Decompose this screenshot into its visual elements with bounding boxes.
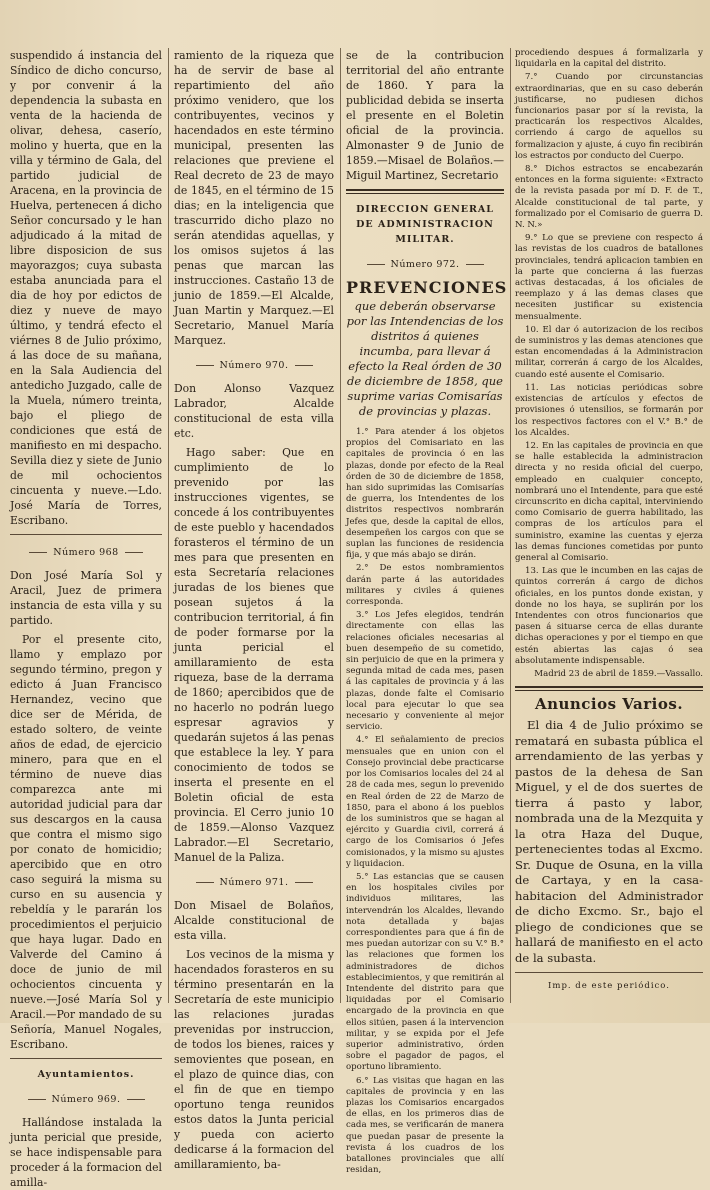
notice-body: Hago saber: Que en cumplimiento de lo prevenido por las instrucciones vigentes, se concede á los contribuyentes de este pueblo y hacendados forasteros el término de un mes para que presenten en esta Secretaría relaciones juradas de los bienes que posean sujetos á la contribucion territorial, á fin de poder formarse por la junta pericial el amillaramiento de esta riqueza, base de la derrama de 1860; apercibidos que de no hacerlo no podrán luego espresar agravios y quedarán sujetos á las penas que establece la ley. Y para conocimiento de todos se inserta el presente en el Boletin oficial de esta provincia. El Cerro junio 10 de 1859.—Alonso Vazquez Labrador.—El Secretario, Manuel de la Paliza.	[174, 446, 334, 864]
regulation-item: 10. El dar ó autorizacion de los recibos de suministros y las demas atenciones que estan encomendadas á la Administracion militar, correrán á cargo de los Alcaldes, cuando esté ausente el Comisario.	[515, 324, 703, 380]
notice-heading: Don Alonso Vazquez Labrador, Alcalde constitucional de esta villa etc.	[174, 382, 334, 440]
regulation-item: 4.° El señalamiento de precios mensuales que en union con el Consejo provincial debe practicarse por los Comisarios locales del 24 al 28 de cada mes, segun lo prevenido en Real órden de 22 de Marzo de 1850, para el abono á los pueblos de los suministros que se hagan al ejército y Guardia civil, correrá á cargo de los Comisarios ó Jefes comisionados, y la mismo su ajustes y liquidacion.	[346, 735, 504, 869]
regulation-item: 13. Las que le incumben en las cajas de quintos correrán á cargo de dichos oficiales, en los puntos donde existan, y donde no los haya, se suplirán por los Intendentes con otros funcionarios que pasen á situarse cerca de ellas durante dichas operaciones y por el tiempo en que estén abiertas las cajas ó sea absolutamente indispensable.	[515, 566, 703, 666]
ad-text: El dia 4 de Julio próximo se rematará en subasta pública el arrendamiento de las yerbas y pastos de la dehesa de San Miguel, y el de dos suertes de tierra á pasto y labor, nombrada una de la Mezquita y la otra Haza del Duque, pertenecientes todas al Excmo. Sr. Duque de Osuna, en la villa de Cartaya, y en la casa-habitacion del Administrador de dicho Excmo. Sr., bajo el pliego de condiciones que se hallará de manifiesto en el acto de la subasta.	[515, 718, 703, 965]
double-rule	[346, 189, 504, 194]
document-subtitle: que deberán observarse por las Intendencias de los distritos á quienes incumba, para llevar á efecto la Real órden de 30 de diciembre de 1858, que suprime varias Comisarías de provincias y plazas.	[346, 299, 504, 418]
notice-body: ramiento de la riqueza que ha de servir de base al repartimiento del año próximo venidero, que los contribuyentes, vecinos y hacendados en este término municipal, presenten las relaciones que previene el Real decreto de 23 de mayo de 1845, en el término de 15 dias; en la inteligencia que trascurrido dicho plazo no serán atendidas aquellas, y los omisos sujetos á las penas que marcan las instrucciones. Castaño 13 de junio de 1859.—El Alcalde, Juan Martin y Marquez.—El Secretario, Manuel María Marquez.	[174, 49, 334, 347]
regulation-item: 2.° De estos nombramientos darán parte á las autoridades militares y civiles á quienes corresponda.	[346, 563, 504, 608]
divider	[10, 534, 162, 535]
printer-imprint: Imp. de este periódico.	[548, 981, 670, 992]
divider	[515, 972, 703, 973]
notice-heading: Don José María Sol y Aracil, Juez de primera instancia de esta villa y su partido.	[10, 569, 162, 627]
ad-body	[515, 718, 703, 966]
notice-number: Número 971.	[174, 875, 334, 890]
notice-heading: Don Misael de Bolaños, Alcalde constitucional de esta villa.	[174, 899, 334, 942]
section-heading: DIRECCION GENERAL DE ADMINISTRACION MILITAR.	[356, 204, 494, 245]
column-4	[515, 48, 703, 1008]
document-date: Madrid 23 de abril de 1859.—Vassallo.	[534, 668, 703, 679]
ads-heading: Anuncios Varios.	[534, 695, 684, 714]
regulation-item: 6.° Las visitas que hagan en las capitales de provincia y en las plazas los Comisarios encargados de ellas, en los primeros dias de cada mes, se verificarán de manera que puedan pasar de presente la revista á los cuadros de los batallones provinciales que allí residan,	[346, 1075, 504, 1176]
notice-number: Número 969.	[10, 1092, 162, 1107]
notice-body: se de la contribucion territorial del año entrante de 1860. Y para la publicidad debida se inserta el presente en el Boletin oficial de la provincia. Almonaster 9 de Junio de 1859.—Misael de Bolaños.—Miguil Martinez, Secretario	[346, 49, 504, 182]
regulation-item: 9.° Lo que se previene con respecto á las revistas de los cuadros de batallones provinciales, tendrá aplicacion tambien en la parte que concierna á las fuerzas activas destacadas, á los oficiales de reemplazo y á las demas clases que necesiten justificar su existencia mensualmente.	[515, 233, 703, 322]
regulation-item: 7.° Cuando por circunstancias extraordinarias, que en su caso deberán justificarse, no pudiesen dichos funcionarios pasar por sí la revista, la practicarán los respectivos Alcaldes, corriendo á cargo de aquellos su formalizacion y ajuste, á cuyo fin recibirán los estractos por conducto del Cuerpo.	[515, 72, 703, 161]
section-heading: Ayuntamientos.	[37, 1069, 135, 1080]
regulation-item: 5.° Las estancias que se causen en los hospitales civiles por individuos militares, las intervendrán los Alcaldes, llevando nota detallada y bajas correspondientes para que á fin de mes puedan autorizar con su V.° B.° las relaciones que formen los administradores de dichos establecimientos, y que remitirán al Intendente del distrito para que liquidadas por el Comisario encargado de la provincia en que ellos sitúen, pasen á la intervencion militar, y se expida por el Jefe superior administrativo, órden sobre el pagador de pagos, el oportuno libramiento.	[346, 871, 504, 1073]
column-2	[174, 48, 334, 1171]
column-1	[10, 48, 162, 1189]
double-rule	[515, 686, 703, 691]
divider	[10, 1058, 162, 1059]
notice-number: Número 968	[10, 545, 162, 560]
column-divider	[510, 48, 511, 1003]
regulations-list-continued	[515, 48, 703, 680]
notice-number: Número 970.	[174, 358, 334, 373]
regulation-item: 1.° Para atender á los objetos propios del Comisariato en las capitales de provincia ó en las plazas, donde por efecto de la Real órden de 30 de diciembre de 1858, han sido suprimidas las Comisarías de guerra, los Intendentes de los distritos respectivos nombrarán Jefes que, desde la capital de ellos, desempeñen los cargos con que se suplan las funciones de residencia fija, y que más abajo se dirán.	[346, 427, 504, 561]
notice-body: Hallándose instalada la junta pericial que preside, se hace indispensable para proceder á la formacion del amilla-	[10, 1116, 162, 1189]
column-3	[346, 48, 508, 1176]
regulation-item: 11. Las noticias periódicas sobre existencias de artículos y efectos de provisiones ó utensilios, se formarán por los respectivos factores con el V.° B.° de los Alcaldes.	[515, 382, 703, 438]
column-divider	[168, 48, 169, 1003]
document-title: PREVENCIONES	[346, 278, 508, 297]
regulation-item: procediendo despues á formalizarla y liquidarla en la capital del distrito.	[515, 48, 703, 70]
regulation-item: 3.° Los Jefes elegidos, tendrán directamente con ellas las relaciones oficiales necesarias al buen desempeño de su cometido, sin perjuicio de que en la primera y segunda mitad de cada mes, pasen á las capitales de provincia y á las plazas, donde falte el Comisario local para ejecutar lo que sea necesario y conveniente al mejor servicio.	[346, 610, 504, 733]
notice-body: Por el presente cito, llamo y emplazo por segundo término, pregon y edicto á Juan Francisco Hernandez, vecino que dice ser de Mérida, de estado soltero, de veinte años de edad, de ejercicio minero, para que en el término de nueve dias comparezca ante mi autoridad judicial para dar sus descargos en la causa que contra el mismo sigo por conato de homicidio; apercibido que en otro caso seguirá la misma su curso en su ausencia y rebeldía y le pararán los procedimientos el perjuicio que haya lugar. Dado en Valverde del Camino á doce de junio de mil ochocientos cincuenta y nueve.—José María Sol y Aracil.—Por mandado de su Señoría, Manuel Nogales, Escribano.	[10, 633, 162, 1051]
notice-number: Número 972.	[346, 257, 504, 272]
regulation-item: 12. En las capitales de provincia en que se halle establecida la administracion directa y no resida oficial del cuerpo, empleado en cualquier concepto, nombrará uno el Intendente, para que esté circunscrito en dicha capital, interviniendo como Comisario de guerra habilitado, las compras de los artículos para el suministro, examine las cuentas y ejerza las demas funciones cometidas por punto general al Comisario.	[515, 440, 703, 563]
regulations-list	[346, 427, 504, 1176]
notice-body: Los vecinos de la misma y hacendados forasteros en su término presentarán en la Secretaría de este municipio las relaciones juradas prevenidas por instruccion, de todos los bienes, raices y semovientes que posean, en el plazo de quince dias, con el fin de que en tiempo oportuno tenga reunidos estos datos la Junta pericial y pueda con acierto dedicarse á la formacion del amillaramiento, ba-	[174, 948, 334, 1171]
column-divider	[340, 48, 341, 1003]
regulation-item: 8.° Dichos estractos se encabezarán entonces en la forma siguiente: «Extracto de la revista pasada por mí D. F. de T., Alcalde constitucional de tal parte, y formalizado por el Comisario de guerra D. N. N.»	[515, 164, 703, 231]
auction-notice-text: suspendido á instancia del Síndico de dicho concurso, y por convenir á la dependencia la subasta en venta de la hacienda de olivar, dehesa, caserío, molino y huerta, que en la villa y término de Gala, del partido judicial de Aracena, en la provincia de Huelva, pertenecen á dicho Señor concursado y le han adjudicado á la mitad de libre disposicion de sus mayorazgos; cuya subasta estaba anunciada para el dia de hoy por edictos de diez y nueve de mayo último, y tendrá efecto el viérnes 8 de Julio próximo, á las doce de su mañana, en la Sala Audiencia del antedicho Juzgado, calle de la Muela, número treinta, bajo el pliego de condiciones que está de manifiesto en mi despacho. Sevilla diez y siete de Junio de mil ochocientos cincuenta y nueve.—Ldo. José María de Torres, Escribano.	[10, 49, 162, 527]
